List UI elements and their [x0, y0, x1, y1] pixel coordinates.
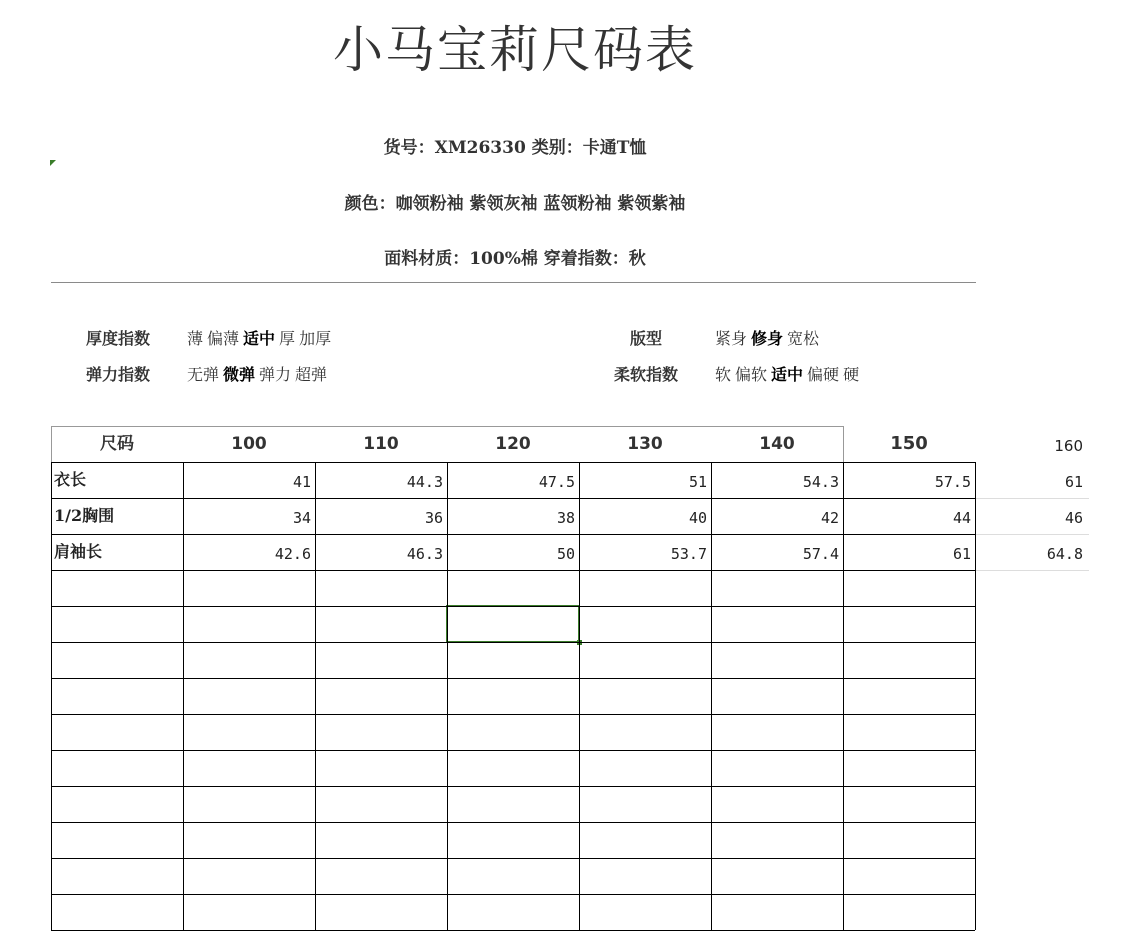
index-option: 微弹 [223, 365, 256, 384]
table-cell[interactable]: 42 [820, 509, 839, 527]
table-cell[interactable]: 61 [952, 545, 971, 563]
size-header: 100 [231, 434, 267, 454]
grid-line [315, 462, 316, 930]
index-option: 适中 [771, 365, 804, 384]
grid-line [975, 498, 1089, 499]
grid-line [975, 570, 1089, 571]
grid-line [843, 462, 844, 930]
grid-line [711, 462, 712, 930]
grid-line [447, 462, 448, 930]
row-label-half-chest: 1/2胸围 [54, 506, 115, 525]
size-header: 150 [890, 433, 928, 454]
table-cell[interactable]: 44.3 [406, 473, 443, 491]
grid-line [579, 462, 580, 930]
divider [51, 282, 976, 283]
size-table [51, 426, 1091, 936]
table-cell[interactable]: 57.5 [934, 473, 971, 491]
table-cell[interactable]: 47.5 [538, 473, 575, 491]
grid-line [51, 822, 975, 823]
color-info-line: 颜色：咖领粉袖 紫领灰袖 蓝领粉袖 紫领紫袖 [344, 194, 686, 214]
elasticity-index-options [187, 362, 331, 385]
grid-line [51, 426, 843, 427]
index-option: 偏硬 [807, 365, 840, 384]
table-cell[interactable]: 38 [556, 509, 575, 527]
grid-line [51, 786, 975, 787]
size-header: 120 [495, 434, 531, 454]
softness-index-options [715, 362, 863, 385]
table-cell[interactable]: 53.7 [670, 545, 707, 563]
thickness-index-label: 厚度指数 [85, 329, 150, 348]
grid-line [975, 534, 1089, 535]
table-cell[interactable]: 41 [292, 473, 311, 491]
grid-line [51, 498, 975, 499]
size-header: 140 [759, 434, 795, 454]
table-cell[interactable]: 34 [292, 509, 311, 527]
table-cell[interactable]: 42.6 [274, 545, 311, 563]
table-cell[interactable]: 51 [688, 473, 707, 491]
grid-line [51, 750, 975, 751]
table-cell[interactable]: 40 [688, 509, 707, 527]
grid-line [51, 606, 975, 607]
grid-line [51, 462, 975, 463]
index-option: 偏软 [735, 365, 768, 384]
table-cell[interactable]: 64.8 [1046, 545, 1083, 563]
index-option: 硬 [843, 365, 860, 384]
grid-line [51, 642, 975, 643]
index-option: 超弹 [295, 365, 328, 384]
table-cell[interactable]: 46.3 [406, 545, 443, 563]
grid-line [51, 426, 52, 462]
softness-index-label: 柔软指数 [613, 365, 678, 384]
item-info-line: 货号：XM26330 类别：卡通T恤 [383, 138, 647, 158]
size-header: 160 [1054, 437, 1083, 455]
index-option: 软 [715, 365, 732, 384]
table-cell[interactable]: 50 [556, 545, 575, 563]
table-cell[interactable]: 57.4 [802, 545, 839, 563]
index-option: 紧身 [715, 329, 748, 348]
index-option: 修身 [751, 329, 784, 348]
index-option: 无弹 [187, 365, 220, 384]
size-header-label: 尺码 [100, 434, 134, 454]
page-title: 小马宝莉尺码表 [333, 21, 697, 79]
table-cell[interactable]: 36 [424, 509, 443, 527]
grid-line [51, 678, 975, 679]
grid-line [51, 714, 975, 715]
index-option: 薄 [187, 329, 204, 348]
thickness-index-options [187, 326, 335, 349]
index-option: 宽松 [787, 329, 820, 348]
table-cell[interactable]: 44 [952, 509, 971, 527]
grid-line [51, 858, 975, 859]
grid-line [51, 462, 52, 930]
fit-type-options [715, 326, 823, 349]
index-option: 弹力 [259, 365, 292, 384]
grid-line [51, 570, 975, 571]
grid-line [975, 462, 976, 930]
grid-line [51, 930, 975, 931]
index-option: 适中 [243, 329, 276, 348]
elasticity-index-label: 弹力指数 [85, 365, 150, 384]
material-info-line: 面料材质：100%棉 穿着指数：秋 [384, 249, 646, 269]
index-option: 厚 [279, 329, 296, 348]
grid-line [51, 894, 975, 895]
index-option: 偏薄 [207, 329, 240, 348]
index-option: 加厚 [299, 329, 332, 348]
table-cell[interactable]: 61 [1064, 473, 1083, 491]
selected-cell[interactable] [446, 605, 580, 643]
table-cell[interactable]: 46 [1064, 509, 1083, 527]
grid-line [183, 462, 184, 930]
grid-line [51, 534, 975, 535]
fit-type-label: 版型 [629, 329, 662, 348]
row-label-length: 衣长 [54, 470, 87, 489]
size-header: 130 [627, 434, 663, 454]
grid-line [843, 426, 844, 462]
cell-comment-marker [50, 160, 56, 166]
row-label-sleeve: 肩袖长 [54, 542, 103, 561]
table-cell[interactable]: 54.3 [802, 473, 839, 491]
size-header: 110 [363, 434, 399, 454]
